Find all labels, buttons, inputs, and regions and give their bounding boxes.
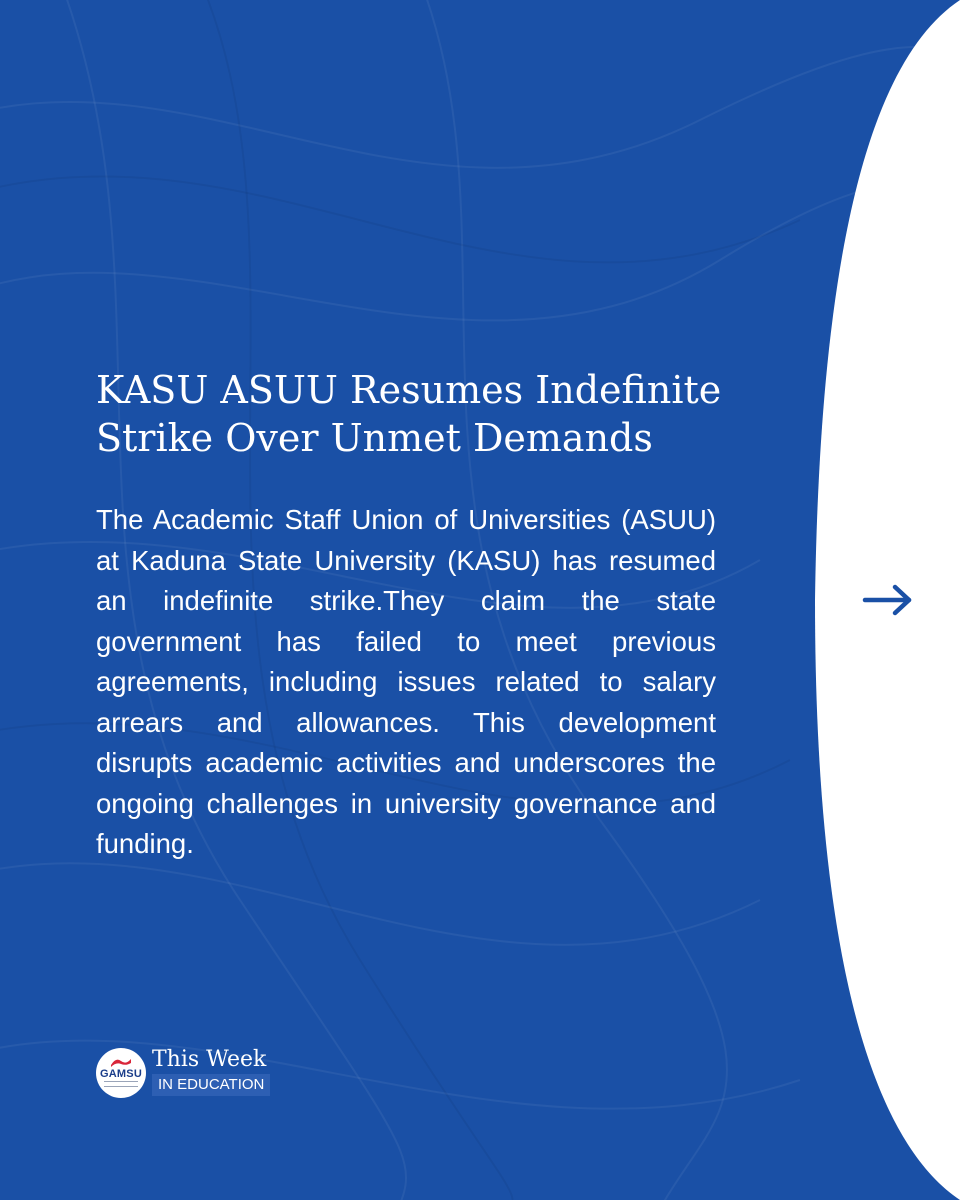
logo-subtext-lines [104,1081,138,1087]
brand-title: This Week [152,1047,267,1072]
article-body: The Academic Staff Union of Universities (ASUU) at Kaduna State University (KASU) has resumed an indefinite strike.They claim the state government has failed to meet previous agreements, including issues related to salary arrears and allowances. This development disrupts academic activities and underscores the ongoing challenges in university governance and funding. [96,504,716,859]
arrow-right-icon[interactable] [862,582,914,618]
brand-logo [96,1046,296,1100]
logo-text: GAMSU [100,1068,142,1080]
gamsu-logo [96,1048,146,1098]
flag-icon [110,1056,132,1068]
article-headline: KASU ASUU Resumes Indefinite Strike Over Unmet Demands [96,368,722,460]
brand-tagline: IN EDUCATION [152,1074,270,1096]
